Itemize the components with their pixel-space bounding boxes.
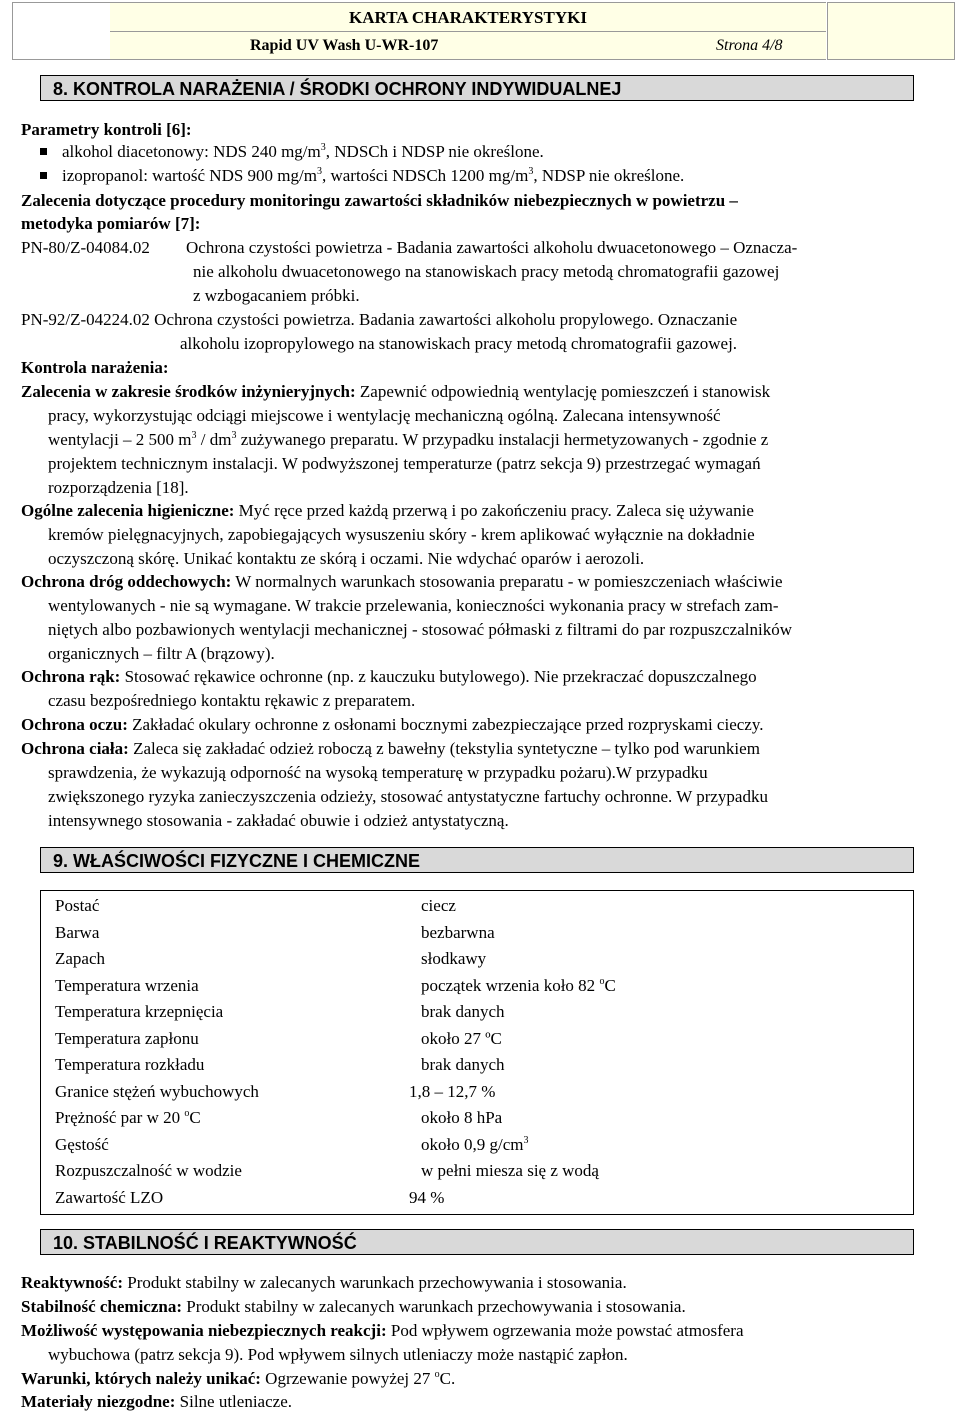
pn2-line-1: PN-92/Z-04224.02 Ochrona czystości powietrza. Badania zawartości alkoholu propylowego. Oznaczanie	[21, 310, 738, 329]
respiratory-line-3: niętych albo pozbawionych wentylacji mechanicznej - stosować półmaski z filtrami do par rozpuszczalników	[48, 620, 792, 639]
header-title: KARTA CHARAKTERYSTYKI	[110, 5, 826, 32]
bullet-item-1: alkohol diacetonowy: NDS 240 $mg/m^3$, NDSCh i NDSP nie określone.	[62, 142, 544, 161]
monitoring-title-2: metodyka pomiarów [7]:	[21, 214, 201, 233]
hygiene-line-2: kremów pielęgnacyjnych, zapobiegających wysuszeniu skóry - krem aplikować wyłącznie na dokładnie	[48, 525, 755, 544]
engineering-line-4: projektem technicznym instalacji. W podwyższonej temperaturze (patrz sekcja 9) przestrzegać wymagań	[48, 454, 761, 473]
body-line-1: Ochrona ciała: Zaleca się zakładać odzież roboczą z bawełny (tekstylia syntetyczne – tylko pod warunkiem	[21, 739, 760, 758]
hand-line-1: Ochrona rąk: Stosować rękawice ochronne (np. z kauczuku butylowego). Nie przekraczać dopuszczalnego	[21, 667, 757, 686]
stability-line: Stabilność chemiczna: Produkt stabilny w zalecanych warunkach przechowywania i stosowania.	[21, 1297, 686, 1316]
engineering-line-2: pracy, wykorzystując odciągi miejscowe i wentylację mechaniczną ogólną. Zalecana intensywność	[48, 406, 721, 425]
hygiene-line-3: oczyszczoną skórę. Unikać kontaktu ze skórą i oczami. Nie wdychać oparów i aerozoli.	[48, 549, 645, 568]
respiratory-line-2: wentylowanych - nie są wymagane. W trakcie przelewania, konieczności wykonania pracy w strefach zam-	[48, 596, 779, 615]
reactivity-line: Reaktywność: Produkt stabilny w zalecanych warunkach przechowywania i stosowania.	[21, 1273, 627, 1292]
header-logo-box	[12, 2, 111, 60]
engineering-line-5: rozporządzenia [18].	[48, 478, 189, 497]
hygiene-line-1: Ogólne zalecenia higieniczne: Myć ręce przed każdą przerwą i po zakończeniu pracy. Zaleca się używanie	[21, 501, 754, 520]
hand-line-2: czasu bezpośredniego kontaktu rękawic z preparatem.	[48, 691, 416, 710]
section-9-heading: 9. WŁAŚCIWOŚCI FIZYCZNE I CHEMICZNE	[40, 847, 914, 873]
body-line-3: zwiększonego ryzyka zanieczyszczenia odzieży, stosować antystatyczne fartuchy ochronne. W przypadku	[48, 787, 768, 806]
pn1-line-2: nie alkoholu dwuacetonowego na stanowiskach pracy metodą chromatografii gazowej	[193, 262, 780, 281]
properties-table: Postać ciecz Barwa bezbarwna Zapach słodkawy Temperatura wrzenia początek wrzenia koło 82 $^o$C Temperatura krzepnięcia brak danych Temperatura zapłonu około 27 ºC Temperatura rozkładu brak danych Granice stężeń wybuchowych 1,8 – 12,7 % Prężność par w 20 $^o$C około 8 hPa Gęstość około 0,9 $g/cm^3$ Rozpuszczalność w wodzie w pełni miesza się z wodą Zawartość LZO 94 %	[40, 890, 914, 1215]
params-title: Parametry kontroli [6]:	[21, 120, 192, 139]
pn1-line-3: z wzbogacaniem próbki.	[193, 286, 360, 305]
header-right-box	[827, 2, 955, 60]
section-10-heading: 10. STABILNOŚĆ I REAKTYWNOŚĆ	[40, 1229, 914, 1255]
hazardous-reactions-line-2: wybuchowa (patrz sekcja 9). Pod wpływem silnych utleniaczy może nastąpić zapłon.	[48, 1345, 628, 1364]
header-product-row	[110, 33, 826, 59]
bullet-icon	[40, 172, 47, 179]
body-line-2: sprawdzenia, że wykazują odporność na wysoką temperaturę w przypadku pożaru).W przypadku	[48, 763, 708, 782]
hazardous-reactions-line-1: Możliwość występowania niebezpiecznych reakcji: Pod wpływem ogrzewania może powstać atmosfera	[21, 1321, 744, 1340]
exposure-control-title: Kontrola narażenia:	[21, 358, 169, 377]
conditions-to-avoid-line: Warunki, których należy unikać: Ogrzewanie powyżej 27 $^o$C.	[21, 1369, 456, 1388]
engineering-line-1: Zalecenia w zakresie środków inżynieryjnych: Zapewnić odpowiednią wentylację pomieszczeń i stanowisk	[21, 382, 771, 401]
monitoring-title-1: Zalecenia dotyczące procedury monitoringu zawartości składników niebezpiecznych w powietrzu –	[21, 191, 738, 210]
respiratory-line-1: Ochrona dróg oddechowych: W normalnych warunkach stosowania preparatu - w pomieszczeniach właściwie	[21, 572, 783, 591]
body-line-4: intensywnego stosowania - zakładać obuwie i odzież antystatyczną.	[48, 811, 509, 830]
section-8-heading: 8. KONTROLA NARAŻENIA / ŚRODKI OCHRONY INDYWIDUALNEJ	[40, 75, 914, 101]
header-product: Rapid UV Wash U-WR-107	[250, 37, 439, 54]
respiratory-line-4: organicznych – filtr A (brązowy).	[48, 644, 275, 663]
bullet-item-2: izopropanol: wartość NDS 900 $mg/m^3$, wartości NDSCh 1200 $mg/m^3$, NDSP nie określone.	[62, 166, 685, 185]
pn2-line-2: alkoholu izopropylowego na stanowiskach pracy metodą chromatografii gazowej.	[180, 334, 738, 353]
engineering-line-3: wentylacji – 2 500 $m^3 / dm^3$ zużywanego preparatu. W przypadku instalacji hermetyzowanych - zgodnie z	[48, 430, 769, 449]
pn1-line-1: Ochrona czystości powietrza - Badania zawartości alkoholu dwuacetonowego – Oznacza-	[186, 238, 798, 257]
incompatible-materials-line: Materiały niezgodne: Silne utleniacze.	[21, 1392, 292, 1411]
pn1-code: PN-80/Z-04084.02	[21, 238, 150, 257]
bullet-icon	[40, 148, 47, 155]
document-header	[12, 2, 956, 60]
header-center	[110, 2, 826, 60]
eye-line-1: Ochrona oczu: Zakładać okulary ochronne z osłonami bocznymi zabezpieczające przed rozpryskami cieczy.	[21, 715, 764, 734]
header-page-number: Strona 4/8	[716, 37, 783, 54]
